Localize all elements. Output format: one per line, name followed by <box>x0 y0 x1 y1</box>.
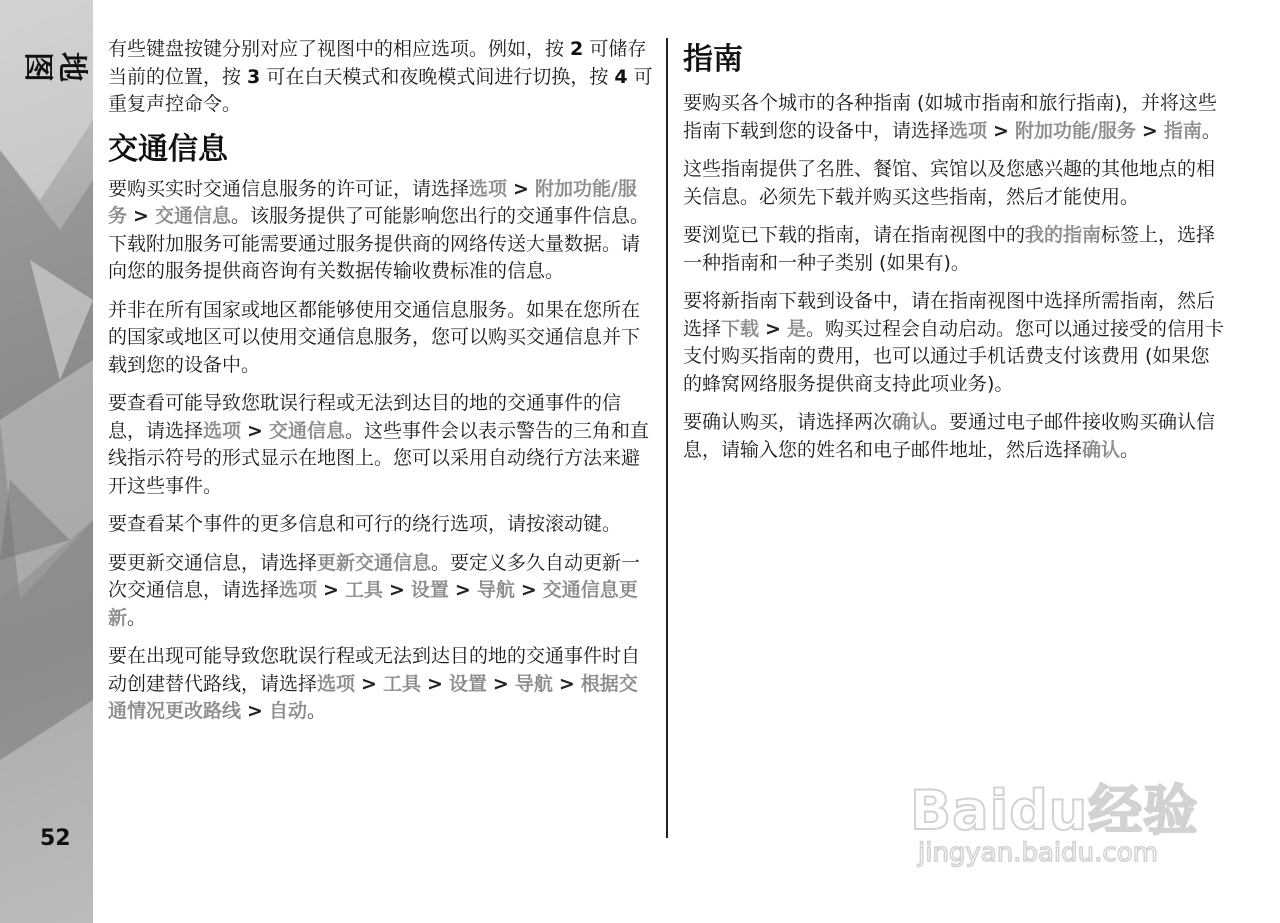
menu-path-term: 自动 <box>268 700 307 722</box>
body-paragraph <box>683 90 1228 145</box>
menu-path-separator: > <box>388 579 405 601</box>
menu-path-term: 指南 <box>1163 119 1202 142</box>
menu-path-term: 交通信息 <box>154 205 231 227</box>
column-divider <box>666 38 668 838</box>
text-run: 。 <box>127 606 147 629</box>
menu-path-term: 选项 <box>203 419 242 442</box>
menu-path-separator: > <box>492 672 509 695</box>
menu-path-separator: > <box>765 317 781 340</box>
body-paragraph <box>683 156 1228 211</box>
right-paragraphs <box>683 90 1228 464</box>
menu-path-separator: > <box>993 119 1009 142</box>
text-run: 。这些事件会以表示警告的三角和直线指示符号的形式显示在地图上。您可以采用自动绕行方法来避开这些事件。 <box>108 419 649 497</box>
text-run: 要查看可能导致您耽误行程或无法到达目的地的交通事件的信息，请选择 <box>108 392 622 442</box>
menu-path-term: 我的指南 <box>1025 224 1102 246</box>
menu-path-term: 确认 <box>1082 438 1121 461</box>
menu-path-term: 选项 <box>317 672 356 695</box>
menu-path-term: 设置 <box>448 672 487 695</box>
watermark-url: jingyan.baidu.com <box>918 838 1158 868</box>
menu-path-separator: > <box>513 177 529 200</box>
menu-path-term: 交通信息 <box>268 419 345 442</box>
menu-path-term: 工具 <box>382 672 421 695</box>
key-number: 4 <box>614 65 628 88</box>
body-paragraph <box>108 176 653 286</box>
menu-path-term: 下载 <box>721 317 760 340</box>
text-run: 可重复声控命令。 <box>108 65 653 115</box>
body-paragraph <box>108 511 653 539</box>
text-run: 要查看某个事件的更多信息和可行的绕行选项，请按滚动键。 <box>108 513 622 535</box>
menu-path-term: 选项 <box>469 177 508 200</box>
text-run: 。该服务提供了可能影响您出行的交通事件信息。下载附加服务可能需要通过服务提供商的网络传送大量数据。请向您的服务提供商咨询有关数据传输收费标准的信息。 <box>108 205 649 282</box>
body-paragraph <box>683 222 1228 277</box>
text-run: 要将新指南下载到设备中，请在指南视图中选择所需指南，然后选择 <box>683 290 1216 340</box>
menu-path-term: 根据交通情况更改路线 <box>108 672 638 722</box>
text-run: 可在白天模式和夜晚模式间进行切换，按 <box>260 65 615 88</box>
guides-heading: 指南 <box>683 42 743 77</box>
text-run: 标签上，选择一种指南和一种子类别 (如果有)。 <box>683 224 1216 274</box>
text-run: 要更新交通信息，请选择 <box>108 551 318 574</box>
menu-path-separator: > <box>133 205 149 227</box>
menu-path-term: 确认 <box>892 411 931 433</box>
right-column <box>683 36 1228 475</box>
menu-path-separator: > <box>426 672 443 695</box>
text-run: 。 <box>306 700 326 722</box>
text-run: 要购买各个城市的各种指南 (如城市指南和旅行指南)，并将这些指南下载到您的设备中，请选择 <box>683 92 1217 142</box>
text-run: 可储存当前的位置，按 <box>108 38 647 88</box>
menu-path-term: 是 <box>786 317 806 340</box>
menu-path-separator: > <box>454 579 471 601</box>
intro-paragraph <box>108 36 653 119</box>
text-run: 。 <box>1120 438 1140 461</box>
body-paragraph <box>108 643 653 726</box>
menu-path-separator: > <box>1141 119 1158 142</box>
menu-path-separator: > <box>558 672 575 695</box>
section-label: 地图 <box>20 52 89 84</box>
menu-path-term: 交通信息更新 <box>108 579 638 629</box>
menu-path-term: 选项 <box>949 119 988 142</box>
traffic-info-heading: 交通信息 <box>108 131 228 167</box>
text-run: 要确认购买，请选择两次 <box>683 411 893 433</box>
menu-path-term: 导航 <box>514 672 553 695</box>
text-run: 这些指南提供了名胜、餐馆、宾馆以及您感兴趣的其他地点的相关信息。必须先下载并购买这些指南，然后才能使用。 <box>683 158 1216 208</box>
menu-path-term: 更新交通信息 <box>317 551 432 574</box>
left-column <box>108 36 653 737</box>
menu-path-term: 附加功能/服务 <box>108 177 637 227</box>
menu-path-term: 设置 <box>410 579 449 601</box>
menu-path-separator: > <box>361 672 377 695</box>
text-run: 。 <box>1201 119 1221 142</box>
side-panel <box>0 0 93 923</box>
key-number: 3 <box>247 65 261 88</box>
menu-path-separator: > <box>247 419 263 442</box>
key-number: 2 <box>570 38 584 60</box>
text-run: 要浏览已下载的指南，请在指南视图中的 <box>683 224 1026 246</box>
menu-path-separator: > <box>520 579 537 601</box>
menu-path-term: 工具 <box>344 579 383 601</box>
text-run: 要购买实时交通信息服务的许可证，请选择 <box>108 177 470 200</box>
page-number: 52 <box>40 826 71 851</box>
body-paragraph <box>108 297 653 380</box>
sidebar-decoration <box>0 0 93 923</box>
baidu-watermark <box>910 768 1210 878</box>
menu-path-term: 附加功能/服务 <box>1014 119 1136 142</box>
body-paragraph <box>683 288 1228 398</box>
text-run: 有些键盘按键分别对应了视图中的相应选项。例如，按 <box>108 38 571 60</box>
menu-path-separator: > <box>323 579 339 601</box>
body-paragraph <box>108 390 653 500</box>
text-run: 并非在所有国家或地区都能够使用交通信息服务。如果在您所在的国家或地区可以使用交通信息服务，您可以购买交通信息并下载到您的设备中。 <box>108 298 641 376</box>
menu-path-term: 选项 <box>279 579 318 601</box>
text-run: 要在出现可能导致您耽误行程或无法到达目的地的交通事件时自动创建替代路线，请选择 <box>108 645 641 695</box>
watermark-brand: Baidu经验 <box>910 779 1199 842</box>
text-run: 。购买过程会自动启动。您可以通过接受的信用卡支付购买指南的费用，也可以通过手机话费支付该费用 (如果您的蜂窝网络服务提供商支持此项业务)。 <box>683 317 1224 395</box>
menu-path-term: 导航 <box>476 579 515 601</box>
text-run: 。要通过电子邮件接收购买确认信息，请输入您的姓名和电子邮件地址，然后选择 <box>683 411 1216 461</box>
left-paragraphs <box>108 176 653 726</box>
body-paragraph <box>683 409 1228 464</box>
menu-path-separator: > <box>247 700 263 722</box>
text-run: 。要定义多久自动更新一次交通信息，请选择 <box>108 551 641 601</box>
body-paragraph <box>108 550 653 633</box>
